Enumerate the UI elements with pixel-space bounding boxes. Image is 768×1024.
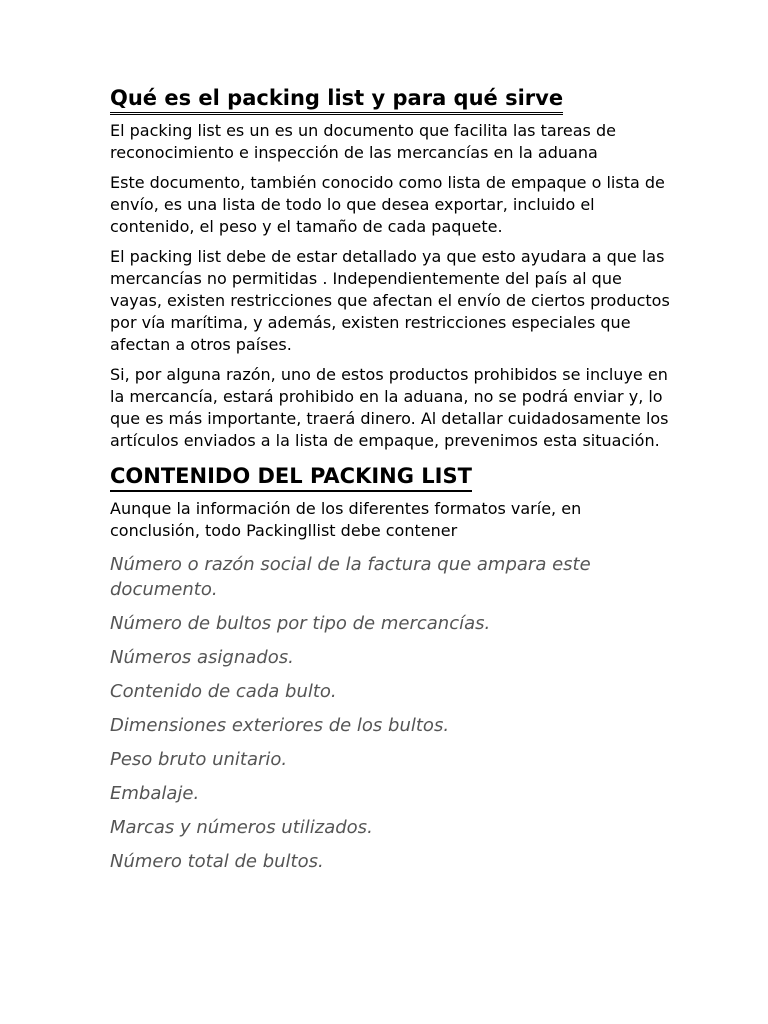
document-title: Qué es el packing list y para qué sirve xyxy=(110,84,563,115)
list-item: Embalaje. xyxy=(110,783,200,804)
section-heading: CONTENIDO DEL PACKING LIST xyxy=(110,462,472,492)
section-intro: Aunque la información de los diferentes formatos varíe, en conclusión, todo Packingllist debe contener xyxy=(110,499,582,540)
list-item: Número o razón social de la factura que ampara este documento. xyxy=(110,554,591,600)
intro-paragraph-4: Si, por alguna razón, uno de estos productos prohibidos se incluye en la mercancía, estará prohibido en la aduana, no se podrá enviar y, lo que es más importante, traerá dinero. Al detallar cuidadosamente los artículos enviados a la lista de empaque, prevenimos esta situación. xyxy=(110,365,669,450)
list-item: Peso bruto unitario. xyxy=(110,749,288,770)
intro-paragraph-3: El packing list debe de estar detallado ya que esto ayudara a que las mercancías no permitidas . Independientemente del país al que vayas, existen restricciones que afectan el envío de ciertos productos por vía marítima, y además, existen restricciones especiales que afectan a otros países. xyxy=(110,247,670,354)
intro-paragraph-1: El packing list es un es un documento que facilita las tareas de reconocimiento e inspección de las mercancías en la aduana xyxy=(110,121,616,162)
list-item: Números asignados. xyxy=(110,647,294,668)
title-wrapper xyxy=(110,84,670,114)
list-item: Número de bultos por tipo de mercancías. xyxy=(110,613,491,634)
content-items-list xyxy=(110,552,670,874)
list-item: Dimensiones exteriores de los bultos. xyxy=(110,715,450,736)
intro-paragraph-2: Este documento, también conocido como lista de empaque o lista de envío, es una lista de todo lo que desea exportar, incluido el contenido, el peso y el tamaño de cada paquete. xyxy=(110,173,665,236)
document-page xyxy=(110,84,670,883)
list-item: Marcas y números utilizados. xyxy=(110,817,373,838)
section-heading-wrapper xyxy=(110,462,670,492)
list-item: Contenido de cada bulto. xyxy=(110,681,337,702)
list-item: Número total de bultos. xyxy=(110,851,324,872)
